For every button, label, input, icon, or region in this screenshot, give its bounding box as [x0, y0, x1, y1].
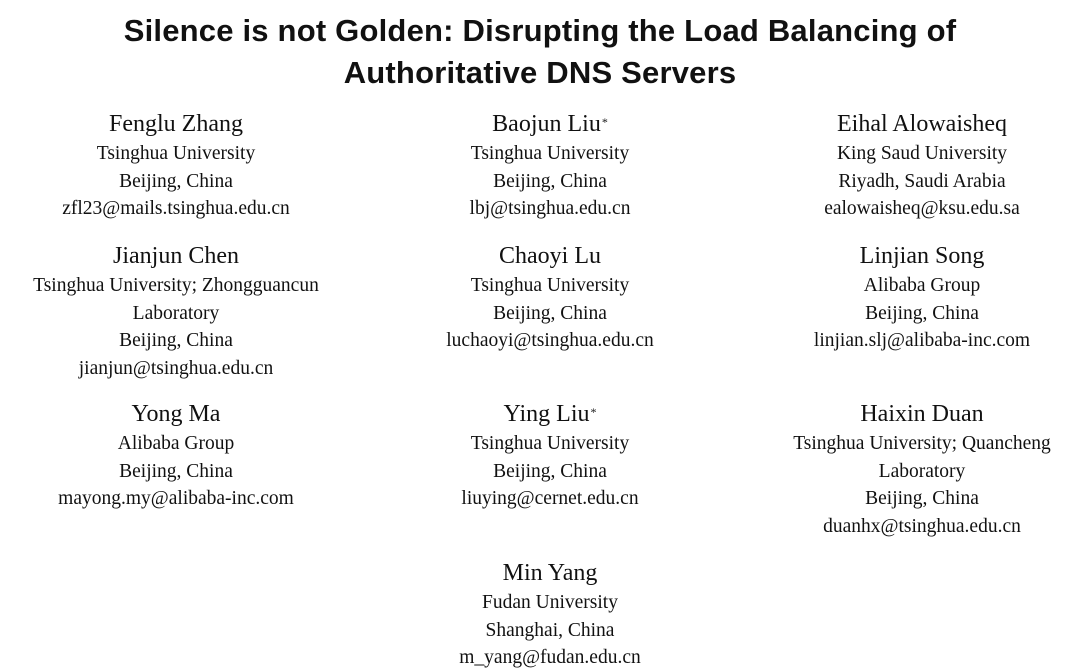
- author-block-ying-liu: [370, 400, 730, 513]
- author-affiliation: Tsinghua University; Zhongguancun: [33, 275, 319, 296]
- author-location: Beijing, China: [119, 460, 233, 482]
- author-email: jianjun@tsinghua.edu.cn: [78, 357, 274, 379]
- author-location: Beijing, China: [865, 302, 979, 324]
- author-name: Jianjun Chen: [113, 243, 239, 269]
- corresponding-author-mark: *: [601, 115, 608, 129]
- author-block-baojun-liu: [370, 110, 730, 223]
- author-location: Riyadh, Saudi Arabia: [838, 170, 1006, 192]
- author-name: Baojun Liu*: [492, 111, 608, 137]
- author-email: mayong.my@alibaba-inc.com: [58, 488, 294, 509]
- author-location: Beijing, China: [119, 170, 233, 192]
- author-block-eihal-alowaisheq: [742, 110, 1080, 223]
- author-name: Eihal Alowaisheq: [837, 111, 1007, 137]
- author-name: Min Yang: [502, 560, 598, 586]
- author-block-yong-ma: [0, 400, 356, 513]
- author-email: luchaoyi@tsinghua.edu.cn: [446, 330, 654, 351]
- title-line-1: Silence is not Golden: Disrupting the Load Balancing of: [123, 13, 957, 48]
- author-affiliation: Tsinghua University: [470, 433, 630, 454]
- author-email: ealowaisheq@ksu.edu.sa: [824, 198, 1020, 219]
- author-block-fenglu-zhang: [0, 110, 356, 223]
- author-location: Beijing, China: [493, 302, 607, 324]
- author-block-haixin-duan: [742, 400, 1080, 540]
- title-line-2: Authoritative DNS Servers: [343, 55, 737, 90]
- corresponding-author-mark: *: [590, 405, 597, 419]
- author-affiliation-cont: Laboratory: [132, 302, 220, 324]
- author-affiliation: Alibaba Group: [863, 275, 981, 296]
- author-location: Beijing, China: [119, 330, 233, 351]
- author-location: Beijing, China: [493, 170, 607, 192]
- author-email: linjian.slj@alibaba-inc.com: [813, 330, 1031, 351]
- author-email: liuying@cernet.edu.cn: [461, 488, 639, 509]
- author-affiliation: Alibaba Group: [117, 433, 235, 454]
- author-name: Yong Ma: [131, 401, 221, 427]
- paper-title: [0, 10, 1080, 94]
- author-affiliation: Tsinghua University: [470, 275, 630, 296]
- author-location: Beijing, China: [865, 488, 979, 509]
- author-block-jianjun-chen: [0, 242, 356, 382]
- author-name: Ying Liu*: [503, 401, 597, 427]
- author-location: Shanghai, China: [485, 619, 615, 641]
- author-affiliation-cont: Laboratory: [878, 460, 966, 482]
- author-email: lbj@tsinghua.edu.cn: [469, 198, 631, 219]
- author-block-min-yang: [370, 559, 730, 672]
- author-name: Linjian Song: [859, 243, 985, 269]
- author-name: Chaoyi Lu: [499, 243, 601, 269]
- author-email: zfl23@mails.tsinghua.edu.cn: [62, 198, 290, 219]
- author-affiliation: King Saud University: [836, 143, 1008, 164]
- author-email: duanhx@tsinghua.edu.cn: [823, 515, 1021, 537]
- author-affiliation: Tsinghua University; Quancheng: [793, 433, 1051, 454]
- author-name: Haixin Duan: [860, 401, 984, 427]
- author-affiliation: Tsinghua University: [96, 143, 256, 164]
- author-email: m_yang@fudan.edu.cn: [459, 647, 641, 668]
- author-block-linjian-song: [742, 242, 1080, 355]
- author-block-chaoyi-lu: [370, 242, 730, 355]
- author-name: Fenglu Zhang: [109, 111, 243, 137]
- author-affiliation: Tsinghua University: [470, 143, 630, 164]
- author-affiliation: Fudan University: [482, 592, 618, 613]
- author-location: Beijing, China: [493, 460, 607, 482]
